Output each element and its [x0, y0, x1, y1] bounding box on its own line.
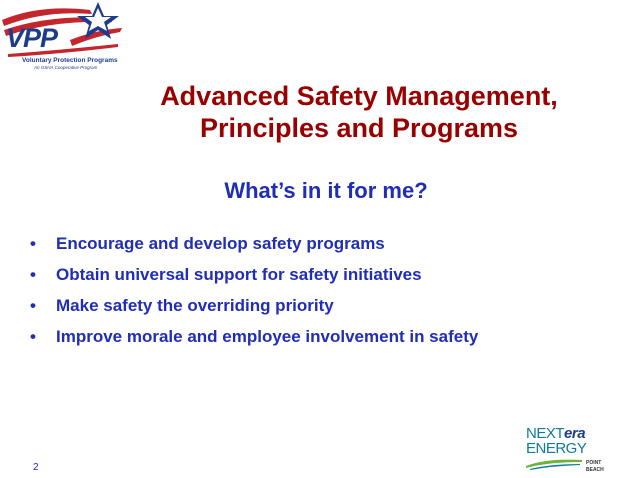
- bullet-text: Obtain universal support for safety initiatives: [56, 265, 422, 284]
- nextera-next: NEXT: [526, 425, 565, 442]
- bullet-icon: •: [30, 265, 36, 284]
- bullet-item: [30, 232, 478, 263]
- bullet-icon: •: [30, 234, 36, 253]
- bullet-icon: •: [30, 296, 36, 315]
- vpp-logo: [0, 0, 132, 82]
- nextera-logo: [520, 422, 630, 478]
- nextera-era: era: [564, 425, 586, 442]
- site-name-line1: POINT: [586, 460, 602, 466]
- nextera-swoosh-icon: [526, 456, 582, 470]
- bullet-icon: •: [30, 327, 36, 346]
- bullet-text: Improve morale and employee involvement in safety: [56, 327, 479, 346]
- bullet-item: [30, 294, 478, 325]
- bullet-text: Make safety the overriding priority: [56, 296, 334, 315]
- bullet-item: [30, 325, 478, 356]
- vpp-mark: VPP: [6, 23, 58, 53]
- slide-title: [90, 80, 628, 144]
- slide-title-line1: Advanced Safety Management,: [160, 81, 558, 111]
- vpp-tagline: Voluntary Protection Programs: [22, 57, 118, 64]
- site-name-line2: BEACH: [586, 467, 604, 473]
- bullet-text: Encourage and develop safety programs: [56, 234, 385, 253]
- vpp-subtagline: An OSHA Cooperative Program: [34, 65, 98, 70]
- nextera-energy: ENERGY: [526, 440, 587, 457]
- slide-subtitle: What’s in it for me?: [224, 178, 428, 203]
- bullet-item: [30, 263, 478, 294]
- slide-title-line2: Principles and Programs: [199, 113, 519, 143]
- bullet-list: [30, 232, 478, 356]
- page-number: 2: [33, 462, 39, 473]
